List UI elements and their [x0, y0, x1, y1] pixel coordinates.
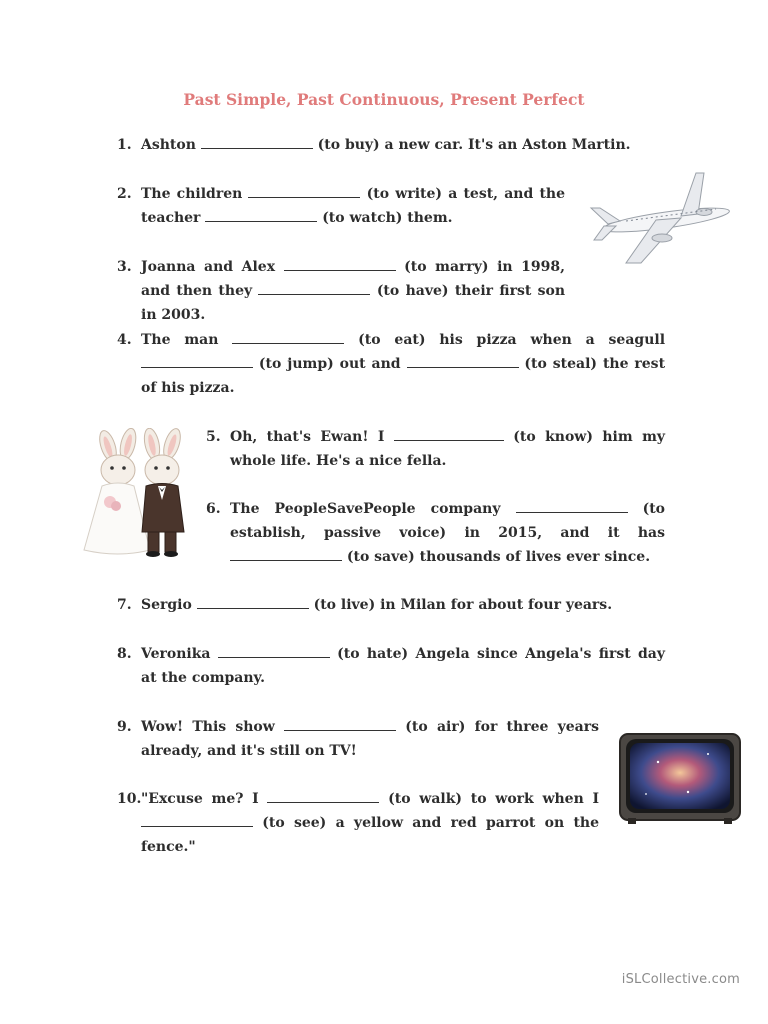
exercise-text: The man	[141, 332, 219, 348]
exercise-number: 2.	[117, 186, 132, 202]
exercise-text: Wow! This show	[141, 719, 275, 735]
exercise-7	[117, 593, 665, 617]
exercise-4	[117, 328, 666, 400]
exercise-8	[117, 642, 665, 690]
exercise-number: 3.	[117, 259, 132, 275]
exercise-text: (to live) in Milan for about four years.	[313, 597, 613, 613]
answer-blank[interactable]	[284, 715, 396, 731]
answer-blank[interactable]	[267, 787, 379, 803]
answer-blank[interactable]	[407, 352, 519, 368]
exercise-text: The children	[141, 186, 243, 202]
exercise-text: Ashton	[141, 137, 196, 153]
exercise-text: (to eat) his pizza when a seagull	[358, 332, 666, 348]
exercise-text: (to hate) Angela since Angela's first day at the company.	[141, 646, 665, 686]
exercise-text: (to save) thousands of lives ever since.	[346, 549, 651, 565]
exercise-number: 10.	[117, 791, 142, 807]
answer-blank[interactable]	[141, 352, 253, 368]
airplane-image	[586, 168, 736, 268]
answer-blank[interactable]	[201, 133, 313, 149]
exercise-text: Oh, that's Ewan! I	[230, 429, 385, 445]
exercise-number: 8.	[117, 646, 132, 662]
exercise-text: The PeopleSavePeople company	[230, 501, 501, 517]
exercise-2	[117, 182, 566, 230]
exercise-text: (to establish, passive voice) in 2015, and it has	[230, 501, 666, 541]
answer-blank[interactable]	[230, 545, 342, 561]
answer-blank[interactable]	[248, 182, 360, 198]
exercise-number: 9.	[117, 719, 132, 735]
exercise-number: 4.	[117, 332, 132, 348]
exercise-text: (to air) for three years already, and it's still on TV!	[141, 719, 599, 759]
exercise-text: (to jump) out and	[258, 356, 401, 372]
tv-image	[618, 732, 742, 826]
watermark: iSLCollective.com	[621, 972, 740, 987]
exercise-text: (to marry) in 1998, and then they	[141, 259, 565, 299]
answer-blank[interactable]	[197, 593, 309, 609]
exercise-text: (to walk) to work when I	[388, 791, 600, 807]
exercise-text: "Excuse me? I	[141, 791, 259, 807]
exercise-text: (to see) a yellow and red parrot on the fence."	[141, 815, 599, 855]
exercise-number: 1.	[117, 137, 132, 153]
exercise-text: (to steal) the rest of his pizza.	[141, 356, 666, 396]
exercise-text: Sergio	[141, 597, 192, 613]
exercise-text: Veronika	[141, 646, 211, 662]
exercise-10	[117, 787, 600, 859]
answer-blank[interactable]	[232, 328, 344, 344]
exercise-text: (to have) their first son in 2003.	[141, 283, 566, 323]
exercise-3	[117, 255, 566, 327]
worksheet-title: Past Simple, Past Continuous, Present Perfect	[183, 90, 585, 109]
answer-blank[interactable]	[218, 642, 330, 658]
answer-blank[interactable]	[258, 279, 370, 295]
answer-blank[interactable]	[141, 811, 253, 827]
exercise-6	[206, 497, 666, 569]
exercise-number: 6.	[206, 501, 221, 517]
answer-blank[interactable]	[516, 497, 628, 513]
exercise-number: 5.	[206, 429, 221, 445]
exercise-text: Joanna and Alex	[141, 259, 276, 275]
exercise-5	[206, 425, 666, 473]
answer-blank[interactable]	[394, 425, 504, 441]
exercise-1	[117, 133, 661, 157]
bunny-couple-image	[80, 428, 195, 558]
exercise-text: (to buy) a new car. It's an Aston Martin.	[317, 137, 631, 153]
exercise-number: 7.	[117, 597, 132, 613]
answer-blank[interactable]	[205, 206, 317, 222]
exercise-text: (to watch) them.	[322, 210, 453, 226]
exercise-text: (to know) him my whole life. He's a nice fella.	[230, 429, 666, 469]
answer-blank[interactable]	[284, 255, 396, 271]
exercise-text: (to write) a test, and the teacher	[141, 186, 566, 226]
exercise-9	[117, 715, 599, 763]
